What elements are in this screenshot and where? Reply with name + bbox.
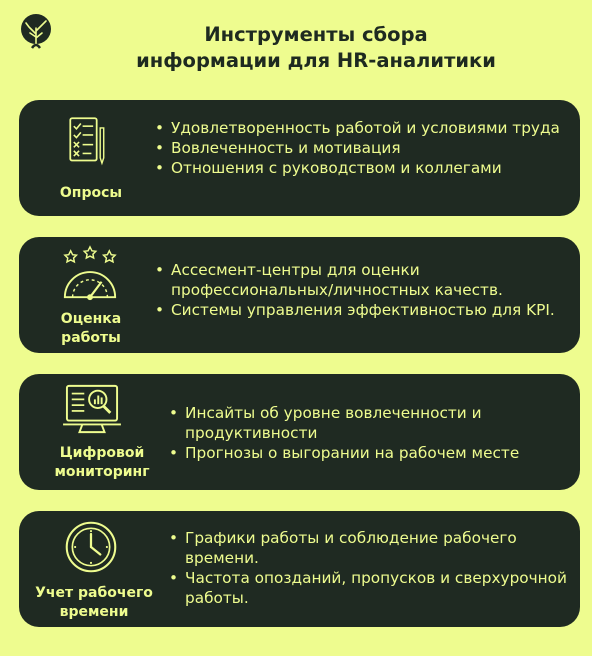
bullet-list — [169, 528, 569, 608]
card-label-line: Опросы — [59, 185, 123, 201]
monitor-analytics-icon — [61, 382, 123, 436]
bullet-list — [155, 260, 565, 320]
bullet-list — [169, 403, 569, 463]
rating-gauge-stars-icon — [59, 245, 121, 303]
card-label-line: Оценка — [60, 311, 122, 327]
list-item: • Ассесмент-центры для оценки профессиональных/личностных качеств. — [155, 260, 565, 300]
card-monitoring — [19, 374, 580, 490]
title-line-1: Инструменты сбора — [204, 23, 428, 46]
card-label — [19, 584, 169, 622]
title-line-2: информации для HR-аналитики — [136, 49, 496, 72]
list-item: • Вовлеченность и мотивация — [155, 138, 565, 158]
clock-icon — [63, 519, 119, 575]
card-label-line: Учет рабочего — [35, 585, 153, 601]
card-label — [27, 310, 155, 348]
card-label — [27, 444, 177, 482]
card-time-tracking — [19, 511, 580, 627]
list-item: • Прогнозы о выгорании на рабочем месте — [169, 443, 569, 463]
page-title — [60, 22, 572, 74]
card-label-line: времени — [59, 604, 129, 620]
card-label-line: работы — [61, 330, 121, 346]
card-label — [27, 184, 155, 203]
list-item: • Частота опозданий, пропусков и сверхурочной работы. — [169, 568, 569, 608]
card-label-line: Цифровой — [59, 445, 145, 461]
list-item: • Инсайты об уровне вовлеченности и продуктивности — [169, 403, 569, 443]
card-surveys — [19, 100, 580, 216]
bullet-list — [155, 118, 565, 178]
list-item: • Удовлетворенность работой и условиями труда — [155, 118, 565, 138]
list-item: • Отношения с руководством и коллегами — [155, 158, 565, 178]
tree-icon — [16, 12, 56, 52]
card-label-line: мониторинг — [54, 464, 150, 480]
card-evaluation — [19, 237, 580, 353]
list-item: • Графики работы и соблюдение рабочего времени. — [169, 528, 569, 568]
list-item: • Системы управления эффективностью для KPI. — [155, 300, 565, 320]
survey-checklist-icon — [65, 114, 109, 170]
